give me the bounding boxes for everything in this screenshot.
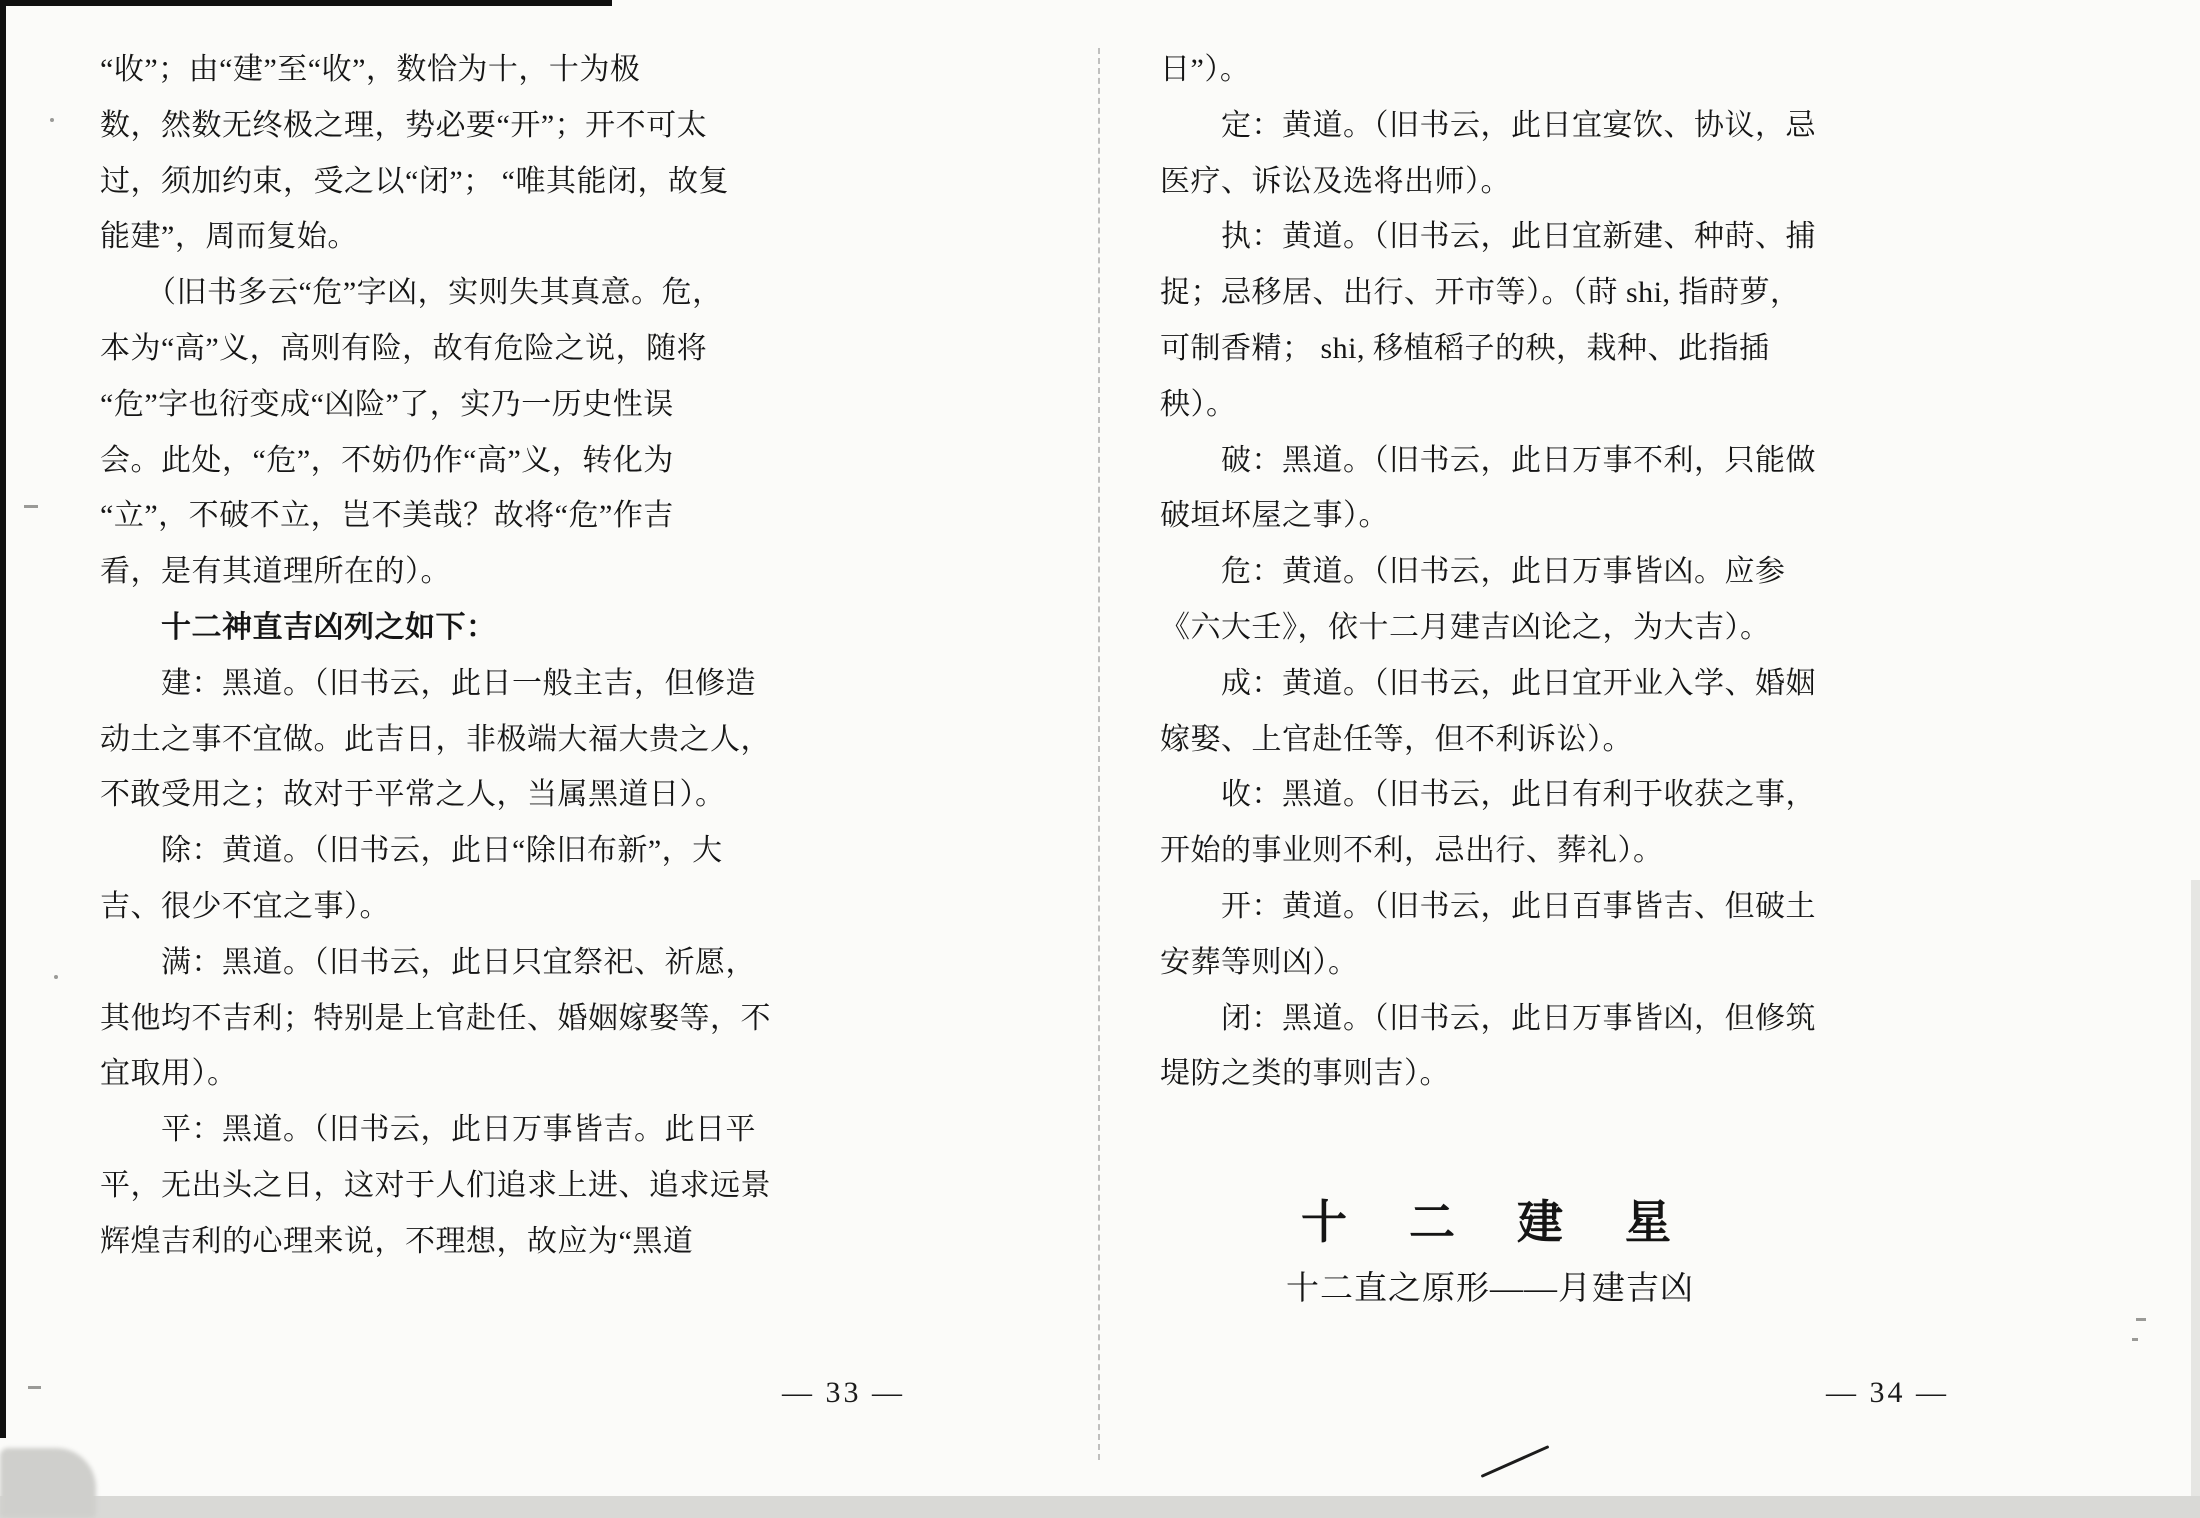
text-line: “收”；由“建”至“收”，数恰为十，十为极 bbox=[100, 53, 641, 86]
scan-speck bbox=[2132, 1338, 2138, 1341]
text-line: 平，无出头之日，这对于人们追求上进、追求远景 bbox=[100, 1168, 771, 1202]
page-number-right: — 34 — bbox=[1826, 1376, 1949, 1409]
scan-speck bbox=[50, 118, 54, 122]
text-line: 堤防之类的事则吉）。 bbox=[1160, 1057, 1450, 1091]
page-number-left: — 33 — bbox=[782, 1376, 905, 1409]
list-intro-line: 十二神直吉凶列之如下： bbox=[100, 610, 497, 644]
text-line: 定：黄道。（旧书云，此日宜宴饮、协议，忌 bbox=[1160, 108, 1816, 142]
text-line: 成：黄道。（旧书云，此日宜开业入学、婚姻 bbox=[1160, 666, 1816, 700]
text-line: 安葬等则凶）。 bbox=[1160, 945, 1359, 979]
text-line: 执：黄道。（旧书云，此日宜新建、种莳、捕 bbox=[1160, 220, 1816, 254]
scan-edge-bottom bbox=[0, 1496, 2200, 1518]
scan-speck bbox=[24, 505, 38, 508]
text-line: 满：黑道。（旧书云，此日只宜祭祀、祈愿， bbox=[100, 945, 756, 979]
text-line: 除：黄道。（旧书云，此日“除旧布新”，大 bbox=[100, 834, 723, 868]
right-page bbox=[1160, 42, 1820, 1102]
pen-mark bbox=[1481, 1445, 1550, 1478]
text-line: 吉、很少不宜之事）。 bbox=[100, 889, 390, 923]
scan-edge-right bbox=[2191, 880, 2200, 1496]
text-line: 捉；忌移居、出行、开市等）。（莳 shi, 指莳萝， bbox=[1160, 276, 1801, 310]
text-line: 动土之事不宜做。此吉日，非极端大福大贵之人， bbox=[100, 722, 771, 756]
text-line: 其他均不吉利；特别是上官赴任、婚姻嫁娶等，不 bbox=[100, 1001, 771, 1035]
text-line: 辉煌吉利的心理来说，不理想，故应为“黑道 bbox=[100, 1224, 694, 1258]
text-line: 开：黄道。（旧书云，此日百事皆吉、但破土 bbox=[1160, 889, 1816, 923]
text-line: 可制香精； shi, 移植稻子的秧，栽种、此指插 bbox=[1160, 331, 1770, 365]
text-line: 宜取用）。 bbox=[100, 1057, 238, 1091]
text-line: “立”，不破不立，岂不美哉？故将“危”作吉 bbox=[100, 499, 674, 533]
text-line: 数，然数无终极之理，势必要“开”；开不可太 bbox=[100, 108, 708, 142]
scan-speck bbox=[54, 975, 58, 979]
text-line: 危：黄道。（旧书云，此日万事皆凶。应参 bbox=[1160, 555, 1786, 589]
text-line: 看，是有其道理所在的）。 bbox=[100, 555, 451, 589]
text-line: 嫁娶、上官赴任等，但不利诉讼）。 bbox=[1160, 722, 1633, 756]
left-page bbox=[100, 42, 771, 1270]
text-line: 本为“高”义，高则有险，故有危险之说，随将 bbox=[100, 331, 708, 365]
text-line: 医疗、诉讼及选将出师）。 bbox=[1160, 164, 1511, 198]
text-line: （旧书多云“危”字凶，实则失其真意。危， bbox=[100, 276, 723, 310]
text-line: 破：黑道。（旧书云，此日万事不利，只能做 bbox=[1160, 443, 1816, 477]
scan-edge-left bbox=[0, 0, 6, 1438]
text-line: 会。此处，“危”，不妨仍作“高”义，转化为 bbox=[100, 443, 674, 477]
section-subtitle: 十二直之原形——月建吉凶 bbox=[1286, 1271, 1694, 1307]
text-line: 能建”，周而复始。 bbox=[100, 220, 358, 254]
scan-corner-shadow bbox=[0, 1448, 96, 1518]
text-line: 收：黑道。（旧书云，此日有利于收获之事， bbox=[1160, 778, 1816, 812]
section-heading: 十 二 建 星 bbox=[1301, 1197, 1679, 1248]
scan-speck bbox=[2136, 1318, 2146, 1321]
text-line: 日”）。 bbox=[1160, 53, 1251, 86]
text-line: 建：黑道。（旧书云，此日一般主吉，但修造 bbox=[100, 666, 756, 700]
scan-speck bbox=[28, 1386, 41, 1389]
page-gutter-fold-line bbox=[1098, 48, 1100, 1460]
text-line: 闭：黑道。（旧书云，此日万事皆凶，但修筑 bbox=[1160, 1001, 1816, 1035]
text-line: 《六大壬》，依十二月建吉凶论之，为大吉）。 bbox=[1160, 610, 1771, 644]
text-line: 秧）。 bbox=[1160, 387, 1237, 421]
text-line: “危”字也衍变成“凶险”了，实乃一历史性误 bbox=[100, 387, 674, 421]
text-line: 开始的事业则不利，忌出行、葬礼）。 bbox=[1160, 834, 1664, 868]
text-line: 破垣坏屋之事）。 bbox=[1160, 499, 1389, 533]
text-line: 不敢受用之；故对于平常之人，当属黑道日）。 bbox=[100, 778, 726, 812]
text-line: 过，须加约束，受之以“闭”； “唯其能闭，故复 bbox=[100, 164, 729, 198]
text-line: 平：黑道。（旧书云，此日万事皆吉。此日平 bbox=[100, 1113, 756, 1147]
scan-edge-top bbox=[0, 0, 612, 6]
